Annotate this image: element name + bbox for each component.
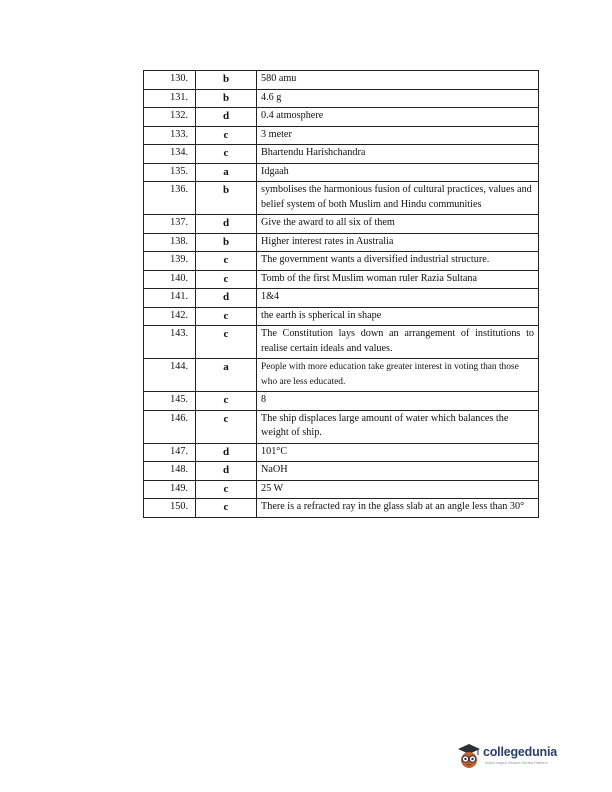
logo-wordmark: collegedunia	[483, 745, 558, 759]
answer-option: c	[196, 252, 257, 271]
answer-option: b	[196, 71, 257, 90]
answer-option: c	[196, 480, 257, 499]
answer-option: c	[196, 326, 257, 359]
question-number: 144.	[144, 359, 196, 392]
question-number: 130.	[144, 71, 196, 90]
table-row	[144, 326, 539, 359]
answer-text: 101°C	[257, 443, 539, 462]
answer-text: 1&4	[257, 289, 539, 308]
answer-option: d	[196, 443, 257, 462]
answer-option: d	[196, 108, 257, 127]
question-number: 148.	[144, 462, 196, 481]
answer-option: c	[196, 499, 257, 518]
table-row	[144, 233, 539, 252]
answer-option: d	[196, 289, 257, 308]
table-row	[144, 89, 539, 108]
answer-option: b	[196, 233, 257, 252]
question-number: 132.	[144, 108, 196, 127]
answer-option: c	[196, 270, 257, 289]
table-row	[144, 462, 539, 481]
answer-text: 4.6 g	[257, 89, 539, 108]
answer-text: The Constitution lays down an arrangement of institutions to realise certain ideals and values.	[257, 326, 539, 359]
table-row	[144, 307, 539, 326]
answer-option: c	[196, 145, 257, 164]
answer-text: Higher interest rates in Australia	[257, 233, 539, 252]
question-number: 133.	[144, 126, 196, 145]
question-number: 137.	[144, 215, 196, 234]
table-row	[144, 359, 539, 392]
answer-text: Bhartendu Harishchandra	[257, 145, 539, 164]
logo-tagline: India's largest Student Review Platform	[485, 761, 548, 765]
question-number: 134.	[144, 145, 196, 164]
answer-text: 0.4 atmosphere	[257, 108, 539, 127]
answer-option: b	[196, 182, 257, 215]
answer-text: the earth is spherical in shape	[257, 307, 539, 326]
question-number: 136.	[144, 182, 196, 215]
answer-text: 580 amu	[257, 71, 539, 90]
answer-text: The government wants a diversified industrial structure.	[257, 252, 539, 271]
question-number: 142.	[144, 307, 196, 326]
question-number: 143.	[144, 326, 196, 359]
answer-option: d	[196, 462, 257, 481]
table-row	[144, 215, 539, 234]
answer-text: Give the award to all six of them	[257, 215, 539, 234]
answer-text: Idgaah	[257, 163, 539, 182]
table-row	[144, 252, 539, 271]
question-number: 150.	[144, 499, 196, 518]
question-number: 140.	[144, 270, 196, 289]
table-row	[144, 71, 539, 90]
answer-option: c	[196, 392, 257, 411]
question-number: 149.	[144, 480, 196, 499]
table-row	[144, 443, 539, 462]
answer-text: 25 W	[257, 480, 539, 499]
question-number: 145.	[144, 392, 196, 411]
answer-key-table	[143, 70, 539, 518]
table-row	[144, 410, 539, 443]
answer-option: b	[196, 89, 257, 108]
answer-text: 3 meter	[257, 126, 539, 145]
answer-option: c	[196, 307, 257, 326]
answer-option: c	[196, 126, 257, 145]
table-row	[144, 270, 539, 289]
question-number: 146.	[144, 410, 196, 443]
table-row	[144, 480, 539, 499]
answer-text: symbolises the harmonious fusion of cultural practices, values and belief system of both Muslim and Hindu communities	[257, 182, 539, 215]
answer-option: a	[196, 163, 257, 182]
table-row	[144, 145, 539, 164]
answer-text: Tomb of the first Muslim woman ruler Razia Sultana	[257, 270, 539, 289]
question-number: 138.	[144, 233, 196, 252]
question-number: 141.	[144, 289, 196, 308]
question-number: 139.	[144, 252, 196, 271]
table-row	[144, 163, 539, 182]
answer-option: c	[196, 410, 257, 443]
graduate-owl-icon	[456, 742, 482, 770]
table-row	[144, 392, 539, 411]
table-row	[144, 289, 539, 308]
table-row	[144, 182, 539, 215]
table-row	[144, 499, 539, 518]
question-number: 131.	[144, 89, 196, 108]
answer-text: People with more education take greater interest in voting than those who are less educated.	[257, 359, 539, 392]
table-row	[144, 126, 539, 145]
answer-text: 8	[257, 392, 539, 411]
collegedunia-logo[interactable]	[456, 742, 568, 772]
question-number: 147.	[144, 443, 196, 462]
table-row	[144, 108, 539, 127]
answer-text: The ship displaces large amount of water which balances the weight of ship.	[257, 410, 539, 443]
question-number: 135.	[144, 163, 196, 182]
answer-text: There is a refracted ray in the glass slab at an angle less than 30°	[257, 499, 539, 518]
answer-option: d	[196, 215, 257, 234]
answer-text: NaOH	[257, 462, 539, 481]
answer-option: a	[196, 359, 257, 392]
